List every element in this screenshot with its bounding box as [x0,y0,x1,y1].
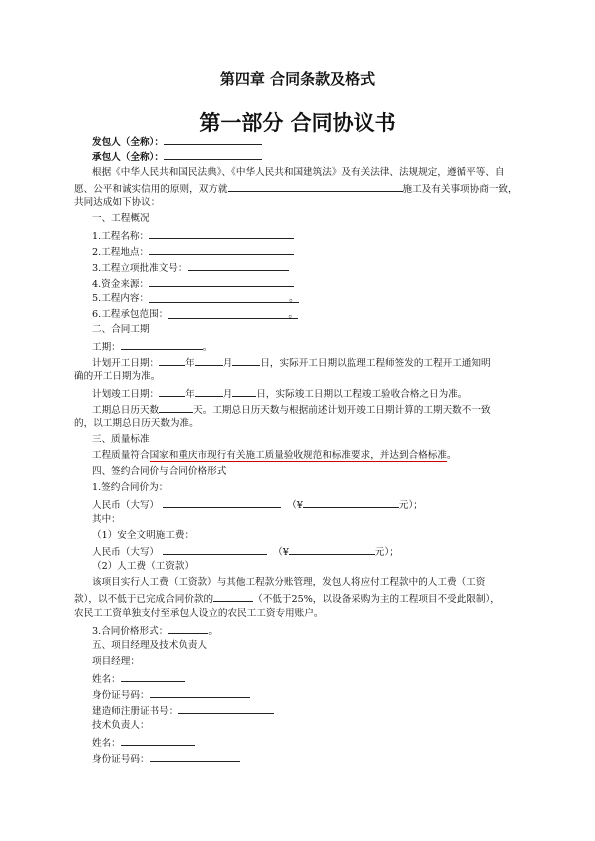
part-title: 第一部分 合同协议书 [199,111,396,135]
pm-id-label: 身份证号码： [92,690,150,701]
section-2-heading: 二、合同工期 [92,324,150,335]
yen-open: （¥ [287,500,303,511]
labor-paragraph-3: 农民工工资单独支付至承包人设立的农民工工资专用账户。 [74,608,324,619]
project-content-label: 5.工程内容： [92,293,150,304]
planned-start-line-2: 确的开工日期为准。 [74,371,161,382]
year-label: 年 [185,389,195,400]
cert-no-row [92,703,274,718]
project-content-field[interactable] [149,292,299,303]
start-day-field[interactable] [232,355,260,366]
safety-fee-row [92,544,399,559]
intro-line-2 [74,181,518,196]
price-form-field[interactable] [168,623,208,634]
tech-lead-label: 技术负责人： [92,720,150,731]
tech-name-label: 姓名： [92,738,121,749]
contractor-line [92,149,262,164]
month-label: 月 [222,389,233,400]
price-form-row [92,623,218,638]
yen-amount-field[interactable] [303,497,399,508]
total-days-line-2: 的，以工期总日历天数为准。 [74,418,199,429]
period-label: 工期： [92,342,121,353]
intro-line-3: 共同达成如下协议： [74,197,161,208]
labor-paragraph-2 [74,591,500,606]
planned-start-row [92,355,491,370]
labor-paragraph-1: 该项目实行人工费（工资款）与其他工程款分账管理，发包人将应付工程款中的人工费（工资 [92,577,486,588]
end-mark: 。 [289,293,299,304]
labor-fee-label: （2）人工费（工资款） [92,561,195,572]
tech-id-field[interactable] [150,751,240,762]
project-name-field[interactable] [149,228,294,239]
tech-id-label: 身份证号码： [92,754,150,765]
period-row [92,339,212,354]
start-year-field[interactable] [159,355,185,366]
tech-name-row [92,735,195,750]
project-name-blank[interactable] [228,181,403,192]
period-end: 。 [202,342,213,353]
contractor-label: 承包人（全称）： [92,152,164,163]
rmb-label: 人民币（大写） [92,500,160,511]
price-form-label: 3.合同价格形式： [92,626,169,637]
pm-name-label: 姓名： [92,674,121,685]
planned-finish-text: 日，实际竣工日期以工程竣工验收合格之日为准。 [256,389,468,400]
pm-label: 项目经理： [92,656,140,667]
cert-no-label: 建造师注册证书号： [92,706,179,717]
quality-standard-text: 国家和重庆市现行有关施工质量验收规范和标准要求，并达到合格标准 [149,450,447,461]
project-name-label: 1.工程名称： [92,231,150,242]
planned-start-text: 日，实际开工日期以监理工程师签发的工程开工通知明 [260,358,491,369]
total-days-text: 天。工期总日历天数与根据前述计划开竣工日期计算的工期天数不一致 [193,405,491,416]
safety-uppercase-field[interactable] [163,544,267,555]
scope-field[interactable] [168,308,298,319]
finish-day-field[interactable] [232,386,256,397]
project-name-row [92,228,294,243]
contract-price-label: 1.签约合同价为： [92,482,169,493]
funding-label: 4.资金来源： [92,279,150,290]
scope-row [92,308,298,321]
project-content-row [92,292,299,305]
tech-id-row [92,751,240,766]
pm-id-row [92,687,250,702]
approval-no-field[interactable] [188,260,289,271]
section-4-heading: 四、签约合同价与合同价格形式 [92,466,227,477]
end-mark: 。 [288,309,298,320]
total-days-field[interactable] [159,402,193,413]
section-1-heading: 一、工程概况 [92,213,150,224]
section-5-heading: 五、项目经理及技术负责人 [92,640,208,651]
start-month-field[interactable] [195,355,223,366]
rmb-uppercase-field[interactable] [163,497,281,508]
year-label: 年 [185,358,195,369]
contract-price-row [92,497,423,512]
safety-yen-field[interactable] [289,544,375,555]
funding-field[interactable] [149,276,294,287]
project-location-field[interactable] [149,244,294,255]
month-label: 月 [222,358,233,369]
employer-line [92,134,262,149]
finish-year-field[interactable] [159,386,185,397]
total-days-row [92,402,491,417]
approval-no-row [92,260,289,275]
finish-month-field[interactable] [195,386,223,397]
yen-close: 元）； [398,500,423,511]
project-location-row [92,244,294,259]
rmb-label: 人民币（大写） [92,547,160,558]
intro-line-1: 根据《中华人民共和国民法典》、《中华人民共和国建筑法》及有关法律、法规规定，遵循平等、自 [92,167,505,178]
labor-text-b: （不低于25%，以设备采购为主的工程项目不受此限制）， [253,594,500,605]
labor-text-a: 款），以不低于已完成合同价款的 [74,594,214,605]
pm-id-field[interactable] [150,687,250,698]
quality-standard-row [92,449,457,462]
yen-close: 元）； [374,547,399,558]
planned-start-label: 计划开工日期： [92,358,160,369]
including-label: 其中： [92,514,121,525]
price-form-end: 。 [208,626,218,637]
period-field[interactable] [121,339,203,350]
employer-blank[interactable] [164,134,262,145]
intro-text-b: 施工及有关事项协商一致， [402,184,518,195]
pm-name-field[interactable] [121,671,185,682]
cert-no-field[interactable] [178,703,274,714]
approval-no-label: 3.工程立项批准文号： [92,263,188,274]
project-location-label: 2.工程地点： [92,247,150,258]
labor-percent-field[interactable] [213,591,253,602]
scope-label: 6.工程承包范围： [92,309,169,320]
chapter-title: 第四章 合同条款及格式 [219,70,376,88]
safety-fee-label: （1）安全文明施工费： [92,530,195,541]
planned-finish-row [92,386,467,401]
intro-text-a: 愿、公平和诚实信用的原则，双方就 [74,184,228,195]
quality-text-a: 工程质量符合 [92,450,150,461]
contractor-blank[interactable] [164,149,262,160]
planned-finish-label: 计划竣工日期： [92,389,160,400]
section-3-heading: 三、质量标准 [92,434,150,445]
total-days-label: 工期总日历天数 [92,405,160,416]
tech-name-field[interactable] [121,735,195,746]
pm-name-row [92,671,185,686]
employer-label: 发包人（全称）： [92,137,164,148]
yen-open: （¥ [273,547,289,558]
quality-text-end: 。 [446,450,457,461]
funding-row [92,276,294,291]
